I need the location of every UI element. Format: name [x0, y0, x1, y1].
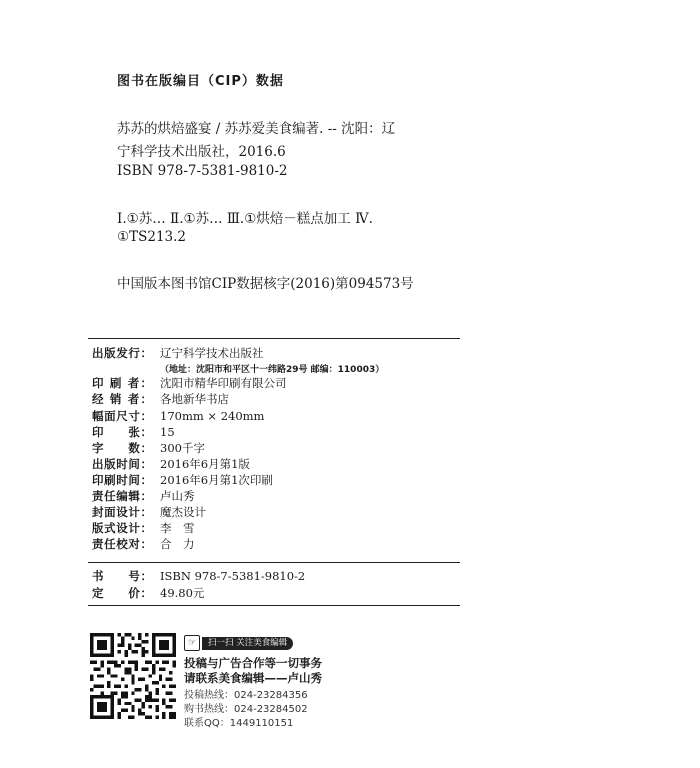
cover-label: 封面设计： [92, 505, 152, 519]
publisher-label: 出版发行： [92, 346, 152, 360]
qr-code[interactable] [90, 633, 176, 719]
distributor-value: 各地新华书店 [160, 392, 229, 406]
sheets-label: 印 张： [92, 425, 152, 439]
publisher-address: （地址：沈阳市和平区十一纬路29号 邮编：110003） [160, 365, 385, 375]
cover-value: 魔杰设计 [160, 505, 206, 519]
isbn-value: ISBN 978-7-5381-9810-2 [160, 569, 306, 583]
isbn-row [92, 569, 305, 583]
publisher-row [92, 346, 264, 360]
cip-line-3: ISBN 978-7-5381-9810-2 [117, 163, 288, 179]
top-divider [88, 338, 460, 339]
follow-banner-text: 扫一扫 关注美食编辑 [202, 637, 293, 650]
editor-value: 卢山秀 [160, 489, 195, 503]
publisher-value: 辽宁科学技术出版社 [160, 346, 264, 360]
words-row [92, 441, 205, 455]
cip-heading: 图书在版编目（CIP）数据 [117, 74, 284, 89]
print-date-value: 2016年6月第1次印刷 [160, 473, 273, 487]
submission-hotline: 投稿热线：024-23284356 [184, 690, 308, 701]
printer-label: 印 刷 者： [92, 376, 152, 390]
editor-label: 责任编辑： [92, 489, 152, 503]
pub-date-value: 2016年6月第1版 [160, 457, 250, 471]
price-value: 49.80元 [160, 586, 205, 600]
words-label: 字 数： [92, 441, 152, 455]
follow-banner [184, 636, 293, 650]
size-value: 170mm × 240mm [160, 409, 265, 423]
words-value: 300千字 [160, 441, 205, 455]
purchase-hotline: 购书热线：024-23284502 [184, 704, 308, 715]
proof-row [92, 537, 195, 551]
proof-label: 责任校对： [92, 537, 152, 551]
cip-line-2: 宁科学技术出版社，2016.6 [117, 144, 286, 160]
sheets-value: 15 [160, 425, 175, 439]
layout-label: 版式设计： [92, 521, 152, 535]
bottom-divider [88, 605, 460, 606]
isbn-label: 书 号： [92, 569, 152, 583]
pub-date-label: 出版时间： [92, 457, 152, 471]
cover-row [92, 505, 206, 519]
sheets-row [92, 425, 175, 439]
cip-line-5: ①TS213.2 [117, 229, 187, 245]
contact-qq: 联系QQ：1449110151 [184, 718, 294, 729]
layout-value: 李 雪 [160, 521, 195, 535]
size-label: 幅面尺寸： [92, 409, 152, 423]
editor-row [92, 489, 195, 503]
cip-line-1: 苏苏的烘焙盛宴 / 苏苏爱美食编著. -- 沈阳：辽 [117, 121, 396, 137]
distributor-row [92, 392, 229, 406]
layout-row [92, 521, 195, 535]
printer-value: 沈阳市精华印刷有限公司 [160, 376, 287, 390]
distributor-label: 经 销 者： [92, 392, 152, 406]
printer-row [92, 376, 287, 390]
contact-headline-1: 投稿与广告合作等一切事务 [184, 656, 322, 670]
cip-line-4: Ⅰ.①苏… Ⅱ.①苏… Ⅲ.①烘焙－糕点加工 Ⅳ. [117, 211, 373, 227]
price-row [92, 586, 204, 600]
hand-pointer-icon: ☞ [184, 635, 200, 651]
contact-headline-2: 请联系美食编辑——卢山秀 [184, 671, 322, 685]
print-date-row [92, 473, 273, 487]
middle-divider [88, 562, 460, 563]
price-label: 定 价： [92, 586, 152, 600]
proof-value: 合 力 [160, 537, 195, 551]
print-date-label: 印刷时间： [92, 473, 152, 487]
pub-date-row [92, 457, 250, 471]
size-row [92, 409, 264, 423]
cip-line-6: 中国版本图书馆CIP数据核字(2016)第094573号 [117, 276, 414, 292]
